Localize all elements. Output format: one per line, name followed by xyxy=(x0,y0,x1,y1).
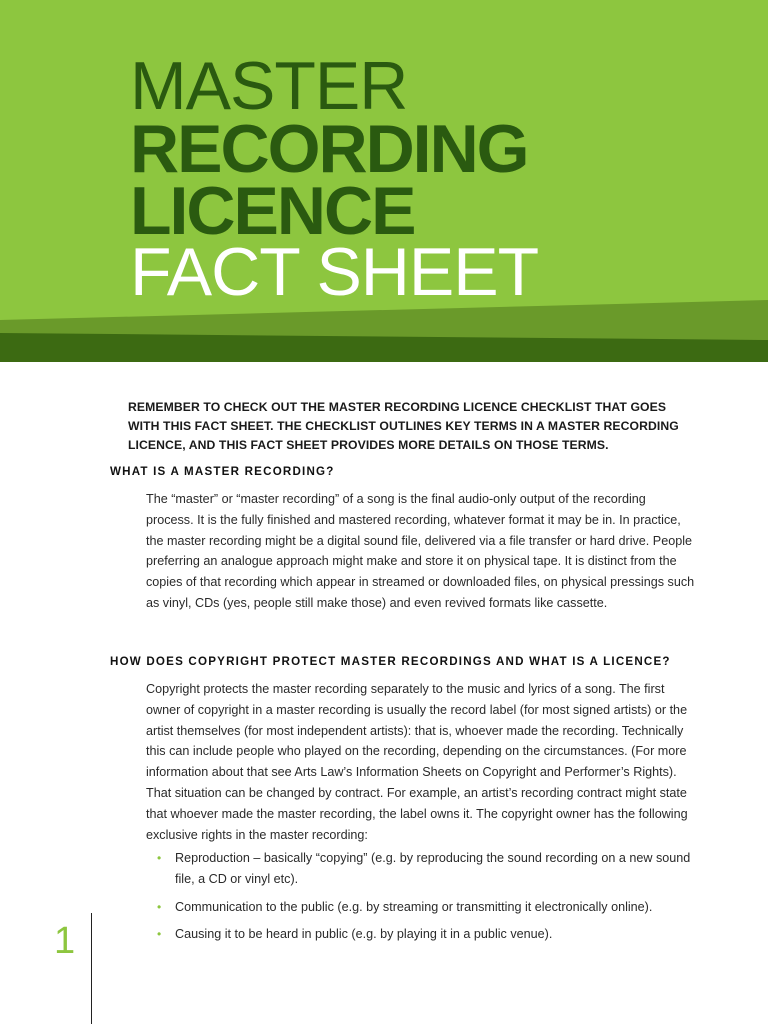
list-item xyxy=(146,897,696,918)
list-item-text: Reproduction – basically “copying” (e.g. by reproducing the sound recording on a new sound file, a CD or vinyl etc). xyxy=(175,851,691,886)
title-line-recording: RECORDING xyxy=(130,111,528,187)
section-heading-copyright: HOW DOES COPYRIGHT PROTECT MASTER RECORDINGS AND WHAT IS A LICENCE? xyxy=(110,655,671,668)
title-line-master: MASTER xyxy=(130,48,408,124)
page-number: 1 xyxy=(54,920,76,962)
title-line-licence: LICENCE xyxy=(130,173,415,249)
list-item xyxy=(146,924,696,945)
intro-paragraph: REMEMBER TO CHECK OUT THE MASTER RECORDING LICENCE CHECKLIST THAT GOES WITH THIS FACT SHEET. THE CHECKLIST OUTLINES KEY TERMS IN A MASTER RECORDING LICENCE, AND THIS FACT SHEET PROVIDES MORE DETAILS ON THOSE TERMS. xyxy=(128,400,679,453)
title-line-fact-sheet: FACT SHEET xyxy=(130,234,539,310)
exclusive-rights-list xyxy=(146,848,696,945)
section-heading-what-is-master: WHAT IS A MASTER RECORDING? xyxy=(110,465,335,478)
list-item-text: Communication to the public (e.g. by streaming or transmitting it electronically online). xyxy=(175,899,653,914)
header-banner xyxy=(0,0,768,362)
margin-divider xyxy=(91,913,92,1024)
section-body-copyright: Copyright protects the master recording separately to the music and lyrics of a song. The first owner of copyright in a master recording is usually the record label (for most signed artists) or the artist themselves (for most independent artists): that is, whoever made the recording. Technically this can include people who played on the recording, depending on the circumstances. (For more information about that see Arts Law’s Information Sheets on Copyright and Performer’s Rights). That situation can be changed by contract. For example, an artist’s recording contract might state that whoever made the master recording, the label owns it. The copyright owner has the following exclusive rights in the master recording: xyxy=(146,682,688,842)
bullet-dot-icon: • xyxy=(157,899,162,914)
bullet-dot-icon: • xyxy=(157,851,162,865)
list-item-text: Causing it to be heard in public (e.g. by playing it in a public venue). xyxy=(175,927,553,942)
section-body-what-is-master: The “master” or “master recording” of a song is the final audio-only output of the recording process. It is the fully finished and mastered recording, whatever format it may be in. In practice, the master recording might be a digital sound file, delivered via a file transfer or hard drive. People preferring an analogue approach might make and store it on physical tape. It is distinct from the copies of that recording which appear in streamed or downloaded files, on physical pressings such as vinyl, CDs (yes, people still make those) and even revived formats like cassette. xyxy=(146,492,695,610)
bullet-dot-icon: • xyxy=(157,927,162,942)
list-item xyxy=(146,848,696,890)
